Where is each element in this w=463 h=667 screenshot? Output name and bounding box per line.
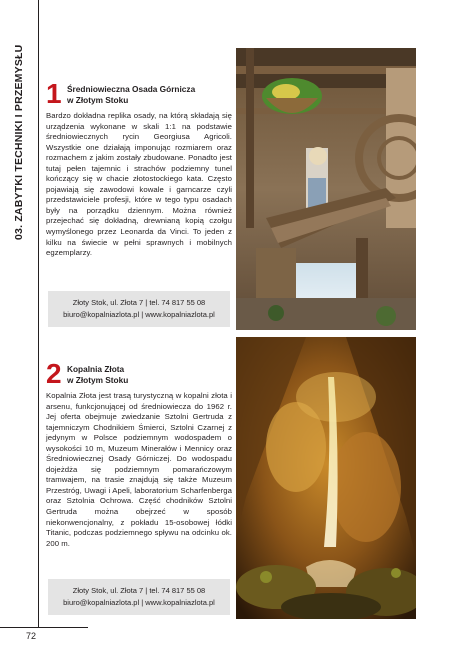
section-osada: [46, 80, 232, 259]
section-body: Bardzo dokładna replika osady, na którą składają się urządzenia wykonane w skali 1:1 na podstawie średniowiecznych rycin Georgiusa Agricoli. Wszystkie one działają imponując rozmiarem oraz rozmachem z jakim zostały zbudowane. Ponadto jest tutaj pełen tajemnic i strachów podziemny tunel kończący się w chacie złotostockiego kata. Często pojawiają się zawodowi kowale i garncarze czyli przedstawiciele profesji, które w tego typu osadach były na porządku dziennym. Można również przejechać się dokładną, drewnianą kopią czołgu wymyślonego przez Leonarda da Vinci. To jeden z kilku na świecie w pełni sprawnych i mobilnych egzemplarzy.: [46, 111, 232, 258]
section-title-line: Średniowieczna Osada Górnicza: [67, 84, 196, 94]
footer-rule: [0, 627, 88, 628]
section-title-line: Kopalnia Złota: [67, 364, 125, 374]
photo-gold-mine-image: [236, 337, 416, 619]
section-kopalnia: [46, 360, 232, 549]
section-title-line: w Złotym Stoku: [67, 374, 129, 385]
section-header: [46, 360, 232, 388]
photo-mining-settlement: [236, 48, 416, 330]
contact-box: [48, 291, 230, 327]
chapter-title: 03. ZABYTKI TECHNIKI I PRZEMYSŁU: [13, 44, 25, 240]
page-number: 72: [26, 631, 37, 641]
section-title: [66, 360, 128, 385]
section-body: Kopalnia Złota jest trasą turystyczną w kopalni złota i arsenu, funkcjonującej od średniowiecza do 1962 r. Jej oferta obejmuje zwiedzanie Sztolni Gertruda z tajemniczym Chodnikiem Śmierci, Sztolni Czarnej z jedynym w Polsce podziemnym wodospadem o wysokości 10 m, Muzeum Minerałów i Mennicy oraz Średniowiecznej Osady Górniczej. Do wodospadu dojeżdża się podziemnym pomarańczowym tramwajem, na trasie znajdują się także Muzeum Przestróg, Uwagi i Apeli, laboratorium Scharfenberga oraz Sztolnia Ochrowa. Część chodników Sztolni Gertruda można obejrzeć w sposób niekonwencjonalny, z pokładu 15-osobowej łódki Titanic, podczas podziemnego spływu na odcinku ok. 200 m.: [46, 391, 232, 548]
contact-box: [48, 579, 230, 615]
contact-address: Złoty Stok, ul. Złota 7 | tel. 74 817 55 08: [72, 298, 206, 307]
contact-web[interactable]: biuro@kopalniazlota.pl | www.kopalniazlota.pl: [63, 598, 215, 607]
section-header: [46, 80, 232, 108]
side-divider: [38, 0, 39, 628]
section-number: 2: [46, 358, 62, 389]
photo-gold-mine: [236, 337, 416, 619]
section-title-line: w Złotym Stoku: [67, 94, 129, 105]
photo-mining-settlement-image: [236, 48, 416, 330]
contact-web[interactable]: biuro@kopalniazlota.pl | www.kopalniazlota.pl: [63, 310, 215, 319]
contact-address: Złoty Stok, ul. Złota 7 | tel. 74 817 55 08: [72, 586, 206, 595]
section-number: 1: [46, 78, 62, 109]
section-title: [66, 80, 195, 105]
